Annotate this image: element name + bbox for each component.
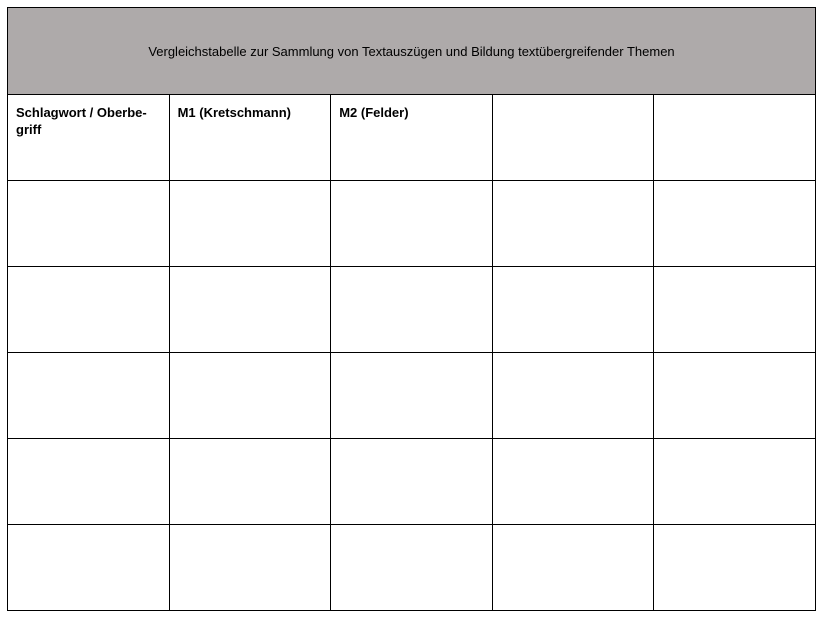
table-cell[interactable] — [654, 267, 816, 353]
table-cell[interactable] — [331, 267, 493, 353]
table-cell[interactable] — [331, 525, 493, 611]
table-cell[interactable] — [169, 181, 331, 267]
table-row — [8, 353, 816, 439]
table-row — [8, 267, 816, 353]
table-cell[interactable] — [169, 525, 331, 611]
table-cell[interactable] — [492, 353, 654, 439]
header-cell-keyword: Schlagwort / Oberbe-griff — [8, 95, 170, 181]
header-row — [8, 95, 816, 181]
table-cell[interactable] — [8, 439, 170, 525]
table-cell[interactable] — [8, 353, 170, 439]
table-cell[interactable] — [169, 353, 331, 439]
table-cell[interactable] — [492, 181, 654, 267]
table-cell[interactable] — [169, 267, 331, 353]
header-cell-empty-5[interactable] — [654, 95, 816, 181]
table-cell[interactable] — [492, 267, 654, 353]
table-cell[interactable] — [654, 439, 816, 525]
table-cell[interactable] — [492, 525, 654, 611]
table-cell[interactable] — [654, 353, 816, 439]
table-cell[interactable] — [331, 181, 493, 267]
comparison-table — [7, 7, 816, 611]
table-row — [8, 439, 816, 525]
table-cell[interactable] — [654, 525, 816, 611]
table-cell[interactable] — [8, 525, 170, 611]
table-cell[interactable] — [331, 439, 493, 525]
header-cell-empty-4[interactable] — [492, 95, 654, 181]
header-cell-m2: M2 (Felder) — [331, 95, 493, 181]
title-row — [8, 8, 816, 95]
table-row — [8, 181, 816, 267]
table-cell[interactable] — [654, 181, 816, 267]
table-cell[interactable] — [8, 267, 170, 353]
table-title: Vergleichstabelle zur Sammlung von Textauszügen und Bildung textübergreifender Themen — [8, 8, 816, 95]
table-cell[interactable] — [331, 353, 493, 439]
table-cell[interactable] — [169, 439, 331, 525]
table-cell[interactable] — [8, 181, 170, 267]
header-cell-m1: M1 (Kretschmann) — [169, 95, 331, 181]
table-cell[interactable] — [492, 439, 654, 525]
table-row — [8, 525, 816, 611]
